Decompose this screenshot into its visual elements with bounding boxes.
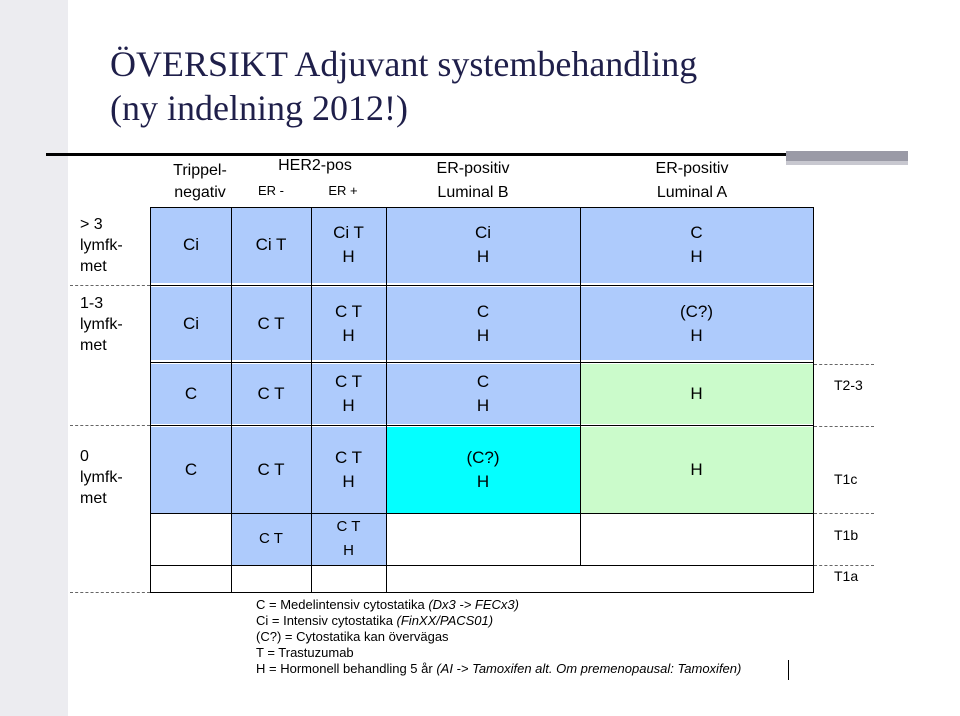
treatment-grid <box>150 207 814 593</box>
legend <box>256 597 741 677</box>
cell-r3-trippelneg <box>151 364 231 424</box>
cell-r3-her2-erplus <box>311 364 386 424</box>
cell-text: H <box>476 472 490 491</box>
separator-dashed <box>70 425 150 426</box>
legend-bracket <box>785 660 789 680</box>
cell-r1-her2-erminus <box>231 207 311 283</box>
row-label-1to3-l1: 1-3 <box>80 295 104 312</box>
header-her2-pos: HER2-pos <box>278 157 352 174</box>
cell-text: C T <box>334 448 363 467</box>
cell-text: Ci T <box>255 235 287 254</box>
cell-r5-trippelneg <box>151 513 231 565</box>
cell-text: C T <box>334 301 363 321</box>
header-luma-line2: Luminal A <box>656 184 728 201</box>
cell-text: C T <box>259 530 283 547</box>
legend-line-cq <box>256 629 741 645</box>
tumor-size-t1c: T1c <box>834 471 858 487</box>
cell-text: Ci <box>182 235 200 254</box>
cell-text: C <box>690 223 703 242</box>
cell-text: H <box>342 396 355 415</box>
grid-line <box>151 565 813 566</box>
legend-line-ci <box>256 613 741 629</box>
cell-text: C T <box>257 313 285 333</box>
cell-r1-her2-erplus <box>311 207 386 283</box>
header-lumb-line1: ER-positiv <box>436 160 510 177</box>
row-label-1to3 <box>80 293 123 356</box>
legend-text: Ci = Intensiv cytostatika <box>256 613 397 628</box>
grid-line <box>151 285 813 286</box>
legend-example: (Dx3 -> FECx3) <box>428 597 519 612</box>
row-label-over3-l1: > 3 <box>80 216 103 233</box>
row-label-over3-l3: met <box>80 258 107 275</box>
legend-line-h <box>256 661 741 677</box>
cell-text: H <box>342 325 355 345</box>
cell-r5-her2-erminus <box>231 513 311 565</box>
header-er-minus: ER - <box>258 183 284 198</box>
cell-r2-luminal-b <box>386 287 580 360</box>
cell-text: C T <box>257 460 285 479</box>
separator-dashed <box>70 592 150 593</box>
cell-r3-luminal-b <box>386 364 580 424</box>
title-divider <box>46 153 786 156</box>
legend-text: C = Medelintensiv cytostatika <box>256 597 429 612</box>
cell-text: H <box>690 247 703 266</box>
legend-text: H = Hormonell behandling 5 år <box>256 661 437 676</box>
left-band <box>0 0 68 716</box>
cell-r1-luminal-b <box>386 207 580 283</box>
header-lumb-line2: Luminal B <box>437 184 509 201</box>
cell-r2-her2-erplus <box>311 287 386 360</box>
header-er-plus: ER + <box>328 183 358 198</box>
separator-dashed <box>814 565 874 566</box>
row-label-over3-l2: lymfk- <box>80 237 123 254</box>
header-luminal-b <box>405 157 541 205</box>
cell-r2-her2-erminus <box>231 287 311 360</box>
cell-text: H <box>690 460 703 479</box>
row-label-1to3-l2: lymfk- <box>80 316 123 333</box>
row-label-zero-l3: met <box>80 490 107 507</box>
cell-text: C T <box>257 384 285 403</box>
cell-r4-luminal-b <box>386 427 580 513</box>
cell-text: H <box>476 247 490 266</box>
cell-text: H <box>342 472 355 491</box>
grid-line <box>231 207 232 593</box>
cell-r3-her2-erminus <box>231 364 311 424</box>
cell-text: Ci <box>182 313 200 333</box>
cell-text: H <box>342 247 355 266</box>
grid-line <box>151 207 813 208</box>
header-trippel-line1: Trippel- <box>173 162 227 179</box>
cell-text: (C?) <box>679 301 714 321</box>
legend-example: (AI -> Tamoxifen alt. Om premenopausal: Tamoxifen) <box>436 661 742 676</box>
row-label-zero-l2: lymfk- <box>80 469 123 486</box>
cell-text: (C?) <box>466 448 500 467</box>
cell-text: C <box>184 384 198 403</box>
cell-r3-luminal-a <box>580 364 813 424</box>
cell-r4-luminal-a <box>580 427 813 513</box>
cell-text: C T <box>336 518 361 535</box>
row-label-1to3-l3: met <box>80 337 107 354</box>
cell-r4-trippelneg <box>151 427 231 513</box>
row-label-zero <box>80 446 123 509</box>
separator-dashed <box>814 513 874 514</box>
cell-r2-trippelneg <box>151 287 231 360</box>
legend-text: T = Trastuzumab <box>256 645 354 660</box>
legend-example: (FinXX/PACS01) <box>396 613 494 628</box>
cell-r4-her2-erminus <box>231 427 311 513</box>
grid-line <box>580 207 581 565</box>
cell-text: Ci <box>474 223 492 242</box>
cell-text: H <box>690 384 703 403</box>
grid-line <box>151 513 813 514</box>
header-luminal-a <box>624 157 760 205</box>
tumor-size-t1a: T1a <box>834 568 859 584</box>
separator-dashed <box>814 426 874 427</box>
grid-line <box>151 425 813 426</box>
cell-r4-her2-erplus <box>311 427 386 513</box>
grid-line <box>151 362 813 363</box>
tumor-size-t2-3: T2-3 <box>834 377 863 393</box>
legend-text: (C?) = Cytostatika kan övervägas <box>256 629 449 644</box>
cell-text: H <box>476 325 490 345</box>
separator-dashed <box>814 364 874 365</box>
cell-text: C <box>476 372 490 391</box>
cell-r1-trippelneg <box>151 207 231 283</box>
cell-text: H <box>476 396 490 415</box>
row-label-zero-l1: 0 <box>80 448 89 465</box>
cell-text: H <box>343 542 354 559</box>
cell-r2-luminal-a <box>580 287 813 360</box>
header-luma-line1: ER-positiv <box>655 160 729 177</box>
header-trippelnegativ <box>160 160 240 204</box>
title-line-1: ÖVERSIKT Adjuvant systembehandling <box>110 44 698 84</box>
cell-text: H <box>690 325 703 345</box>
cell-r1-luminal-a <box>580 207 813 283</box>
grid-line <box>311 207 312 593</box>
header-trippel-line2: negativ <box>174 184 226 201</box>
cell-text: C <box>184 460 198 479</box>
cell-text: C T <box>334 372 363 391</box>
title-line-2: (ny indelning 2012!) <box>110 88 408 128</box>
legend-line-c <box>256 597 741 613</box>
grid-line <box>386 207 387 593</box>
cell-text: C <box>476 301 490 321</box>
decor-bar <box>786 151 908 161</box>
separator-dashed <box>70 285 150 286</box>
cell-r5-her2-erplus <box>311 513 386 565</box>
page-title <box>110 42 697 130</box>
cell-text: Ci T <box>333 223 364 242</box>
row-label-over3 <box>80 214 123 277</box>
grid-line <box>151 592 813 593</box>
legend-line-t <box>256 645 741 661</box>
tumor-size-t1b: T1b <box>834 527 859 543</box>
decor-bar-shadow <box>786 161 908 165</box>
